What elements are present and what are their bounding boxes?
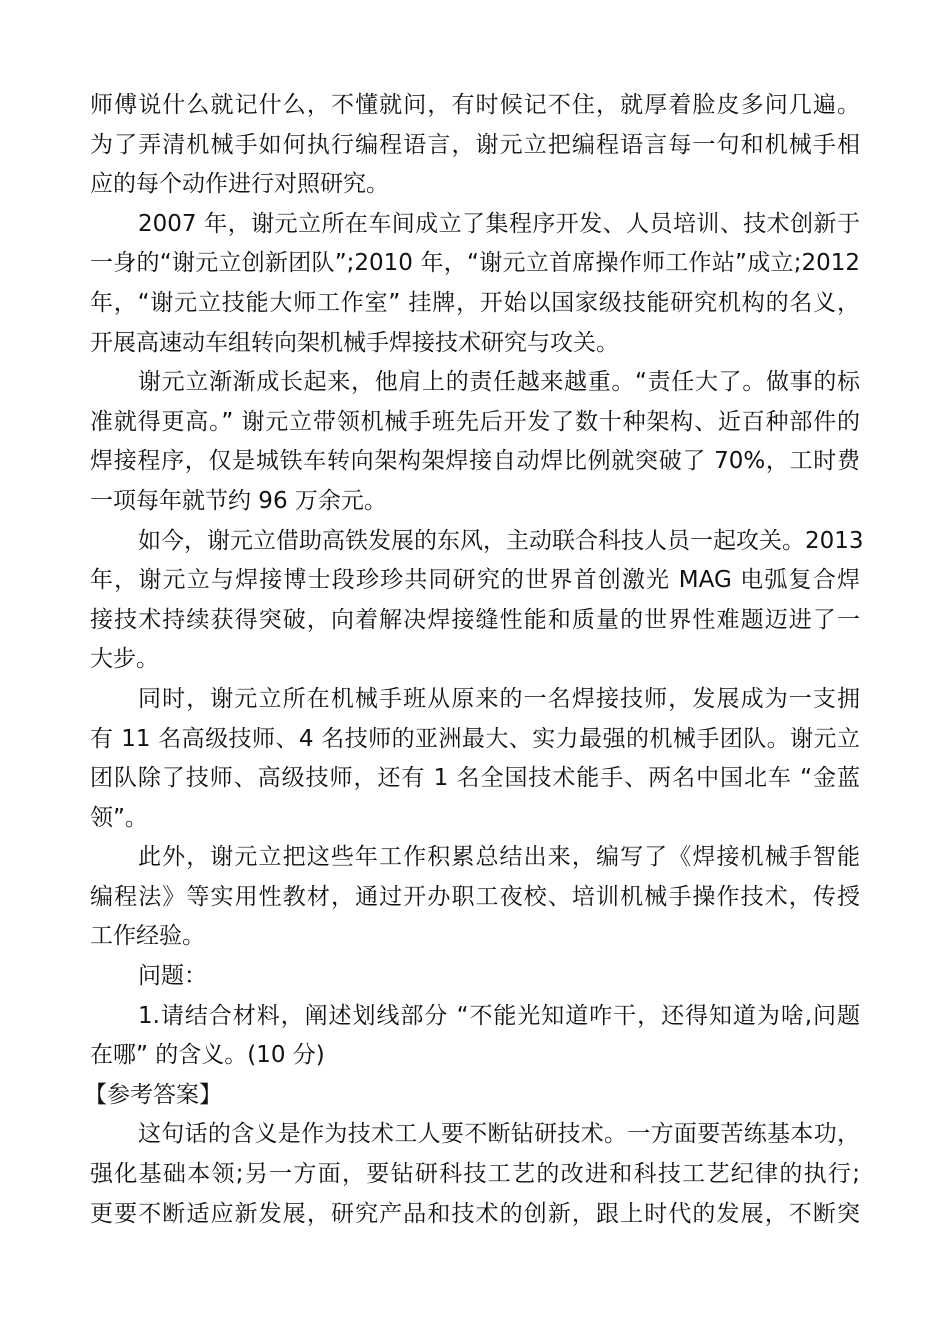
document-page (84, 86, 864, 1234)
paragraph-line: 一项每年就节约 96 万余元。 (90, 487, 387, 514)
paragraph-line: 如今，谢元立借助高铁发展的东风，主动联合科技人员一起攻关。2013 (138, 527, 864, 554)
question-heading: 问题： (138, 963, 207, 990)
question-text: 在哪” 的含义。(10 分) (90, 1042, 325, 1069)
paragraph-line: 准就得更高。” 谢元立带领机械手班先后开发了数十种架构、近百种部件的 (90, 408, 860, 435)
answer-line: 强化基础本领;另一方面，要钻研科技工艺的改进和科技工艺纪律的执行; (90, 1161, 860, 1188)
paragraph-line: 有 11 名高级技师、4 名技师的亚洲最大、实力最强的机械手团队。谢元立 (90, 725, 860, 752)
paragraph-line: 一身的“谢元立创新团队”;2010 年，“谢元立首席操作师工作站”成立;2012 (90, 250, 860, 277)
paragraph-line: 团队除了技师、高级技师，还有 1 名全国技术能手、两名中国北车 “金蓝 (90, 765, 860, 792)
paragraph-line: 年，“谢元立技能大师工作室” 挂牌，开始以国家级技能研究机构的名义， (90, 289, 860, 316)
paragraph-line: 焊接程序，仅是城铁车转向架构架焊接自动焊比例就突破了 70%，工时费 (90, 448, 860, 475)
answer-line: 这句话的含义是作为技术工人要不断钻研技术。一方面要苦练基本功， (138, 1121, 860, 1148)
paragraph-line: 2007 年，谢元立所在车间成立了集程序开发、人员培训、技术创新于 (138, 210, 860, 237)
paragraph-line: 为了弄清机械手如何执行编程语言，谢元立把编程语言每一句和机械手相 (90, 131, 860, 158)
answer-line: 更要不断适应新发展，研究产品和技术的创新，跟上时代的发展，不断突 (90, 1200, 860, 1227)
paragraph-line: 应的每个动作进行对照研究。 (90, 171, 389, 198)
paragraph-line: 编程法》等实用性教材，通过开办职工夜校、培训机械手操作技术，传授 (90, 883, 860, 910)
paragraph-line: 领”。 (90, 804, 148, 831)
paragraph-line: 大步。 (90, 646, 159, 673)
paragraph-line: 开展高速动车组转向架机械手焊接技术研究与攻关。 (90, 329, 619, 356)
paragraph-line: 接技术持续获得突破，向着解决焊接缝性能和质量的世界性难题迈进了一 (90, 606, 860, 633)
paragraph-line: 谢元立渐渐成长起来，他肩上的责任越来越重。“责任大了。做事的标 (138, 369, 860, 396)
paragraph-line: 工作经验。 (90, 923, 205, 950)
answer-heading: 【参考答案】 (84, 1081, 222, 1108)
paragraph-line: 师傅说什么就记什么，不懂就问，有时候记不住，就厚着脸皮多问几遍。 (90, 92, 860, 118)
paragraph-line: 年，谢元立与焊接博士段珍珍共同研究的世界首创激光 MAG 电弧复合焊 (90, 567, 860, 594)
paragraph-line: 同时，谢元立所在机械手班从原来的一名焊接技师，发展成为一支拥 (138, 685, 860, 712)
paragraph-line: 此外，谢元立把这些年工作积累总结出来，编写了《焊接机械手智能 (138, 844, 860, 871)
question-text: 1.请结合材料，阐述划线部分 “不能光知道咋干，还得知道为啥,问题 (138, 1002, 860, 1029)
